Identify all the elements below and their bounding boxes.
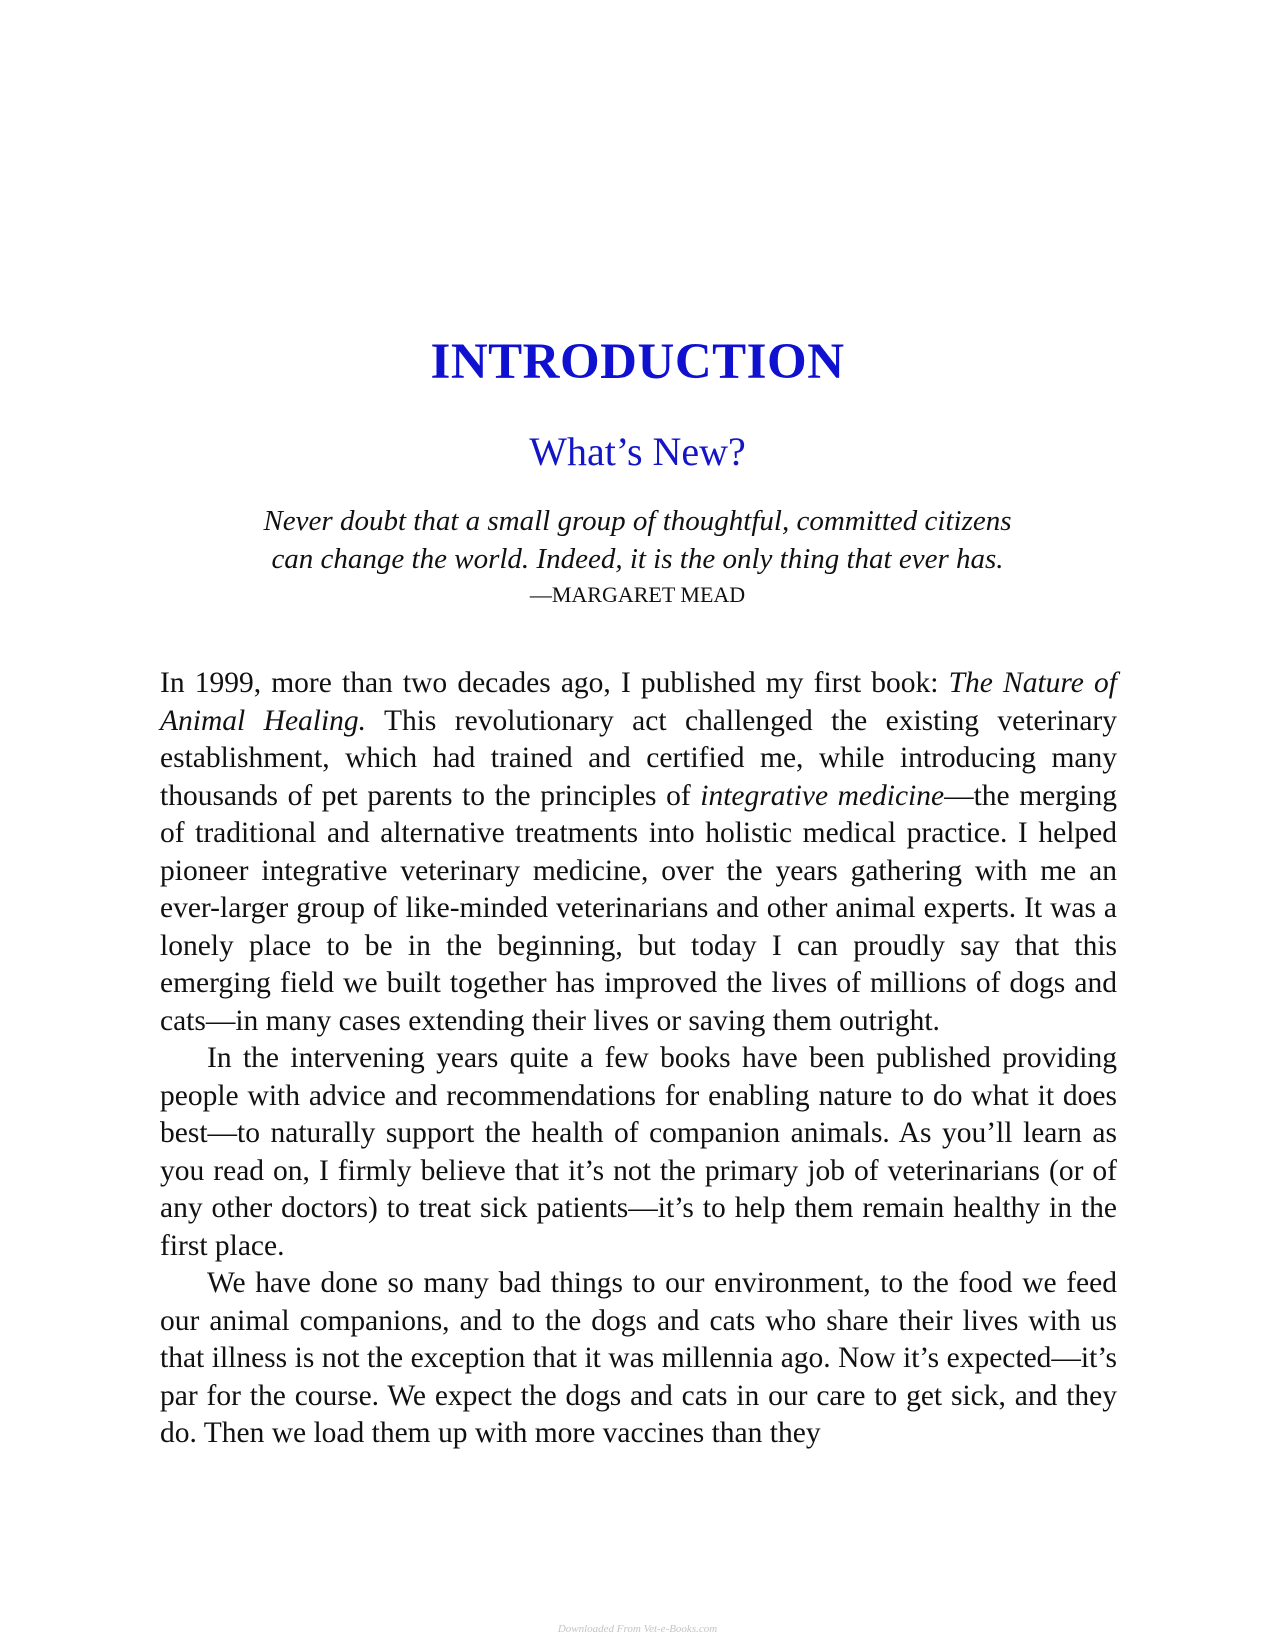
paragraph-1 — [160, 665, 1117, 1040]
epigraph-line-1: Never doubt that a small group of thoughtful, committed citizens — [263, 505, 1012, 537]
chapter-subtitle: What’s New? — [529, 429, 746, 474]
integrative-medicine-term: integrative medicine — [700, 779, 945, 812]
body-text — [160, 665, 1117, 1453]
paragraph-3: We have done so many bad things to our environment, to the food we feed our animal companions, and to the dogs and cats who share their lives with us that illness is not the exception that it was millennia ago. Now it’s expected—it’s par for the course. We expect the dogs and cats in our care to get sick, and they do. Then we load them up with more vaccines than they — [160, 1267, 1117, 1449]
chapter-title: INTRODUCTION — [430, 334, 845, 390]
epigraph-line-2: can change the world. Indeed, it is the only thing that ever has. — [271, 543, 1004, 575]
paragraph-2: In the intervening years quite a few books have been published providing people with advice and recommendations for enabling nature to do what it does best—to naturally support the health of companion animals. As you’ll learn as you read on, I firmly believe that it’s not the primary job of veterinarians (or of any other doctors) to treat sick patients—it’s to help them remain healthy in the first place. — [160, 1042, 1117, 1262]
paragraph-1-text-a: In 1999, more than two decades ago, I published my first book: — [160, 667, 949, 699]
footer-watermark: Downloaded From Vet-e-Books.com — [557, 1623, 718, 1635]
book-title: The Nature of Animal Healing. — [160, 667, 1117, 737]
paragraph-1-text-b: This revolutionary act challenged the existing veterinary establishment, which had trained and certified me, while introducing many thousands of pet parents to the principles of — [160, 704, 1117, 812]
paragraph-1-text-c: —the merging of traditional and alternative treatments into holistic medical practice. I helped pioneer integrative veterinary medicine, over the years gathering with me an ever-larger group of like-minded veterinarians and other animal experts. It was a lonely place to be in the beginning, but today I can proudly say that this emerging field we built together has improved the lives of millions of dogs and cats—in many cases extending their lives or saving them outright. — [160, 779, 1117, 1037]
epigraph — [0, 502, 1275, 612]
epigraph-attribution: —MARGARET MEAD — [529, 582, 746, 607]
